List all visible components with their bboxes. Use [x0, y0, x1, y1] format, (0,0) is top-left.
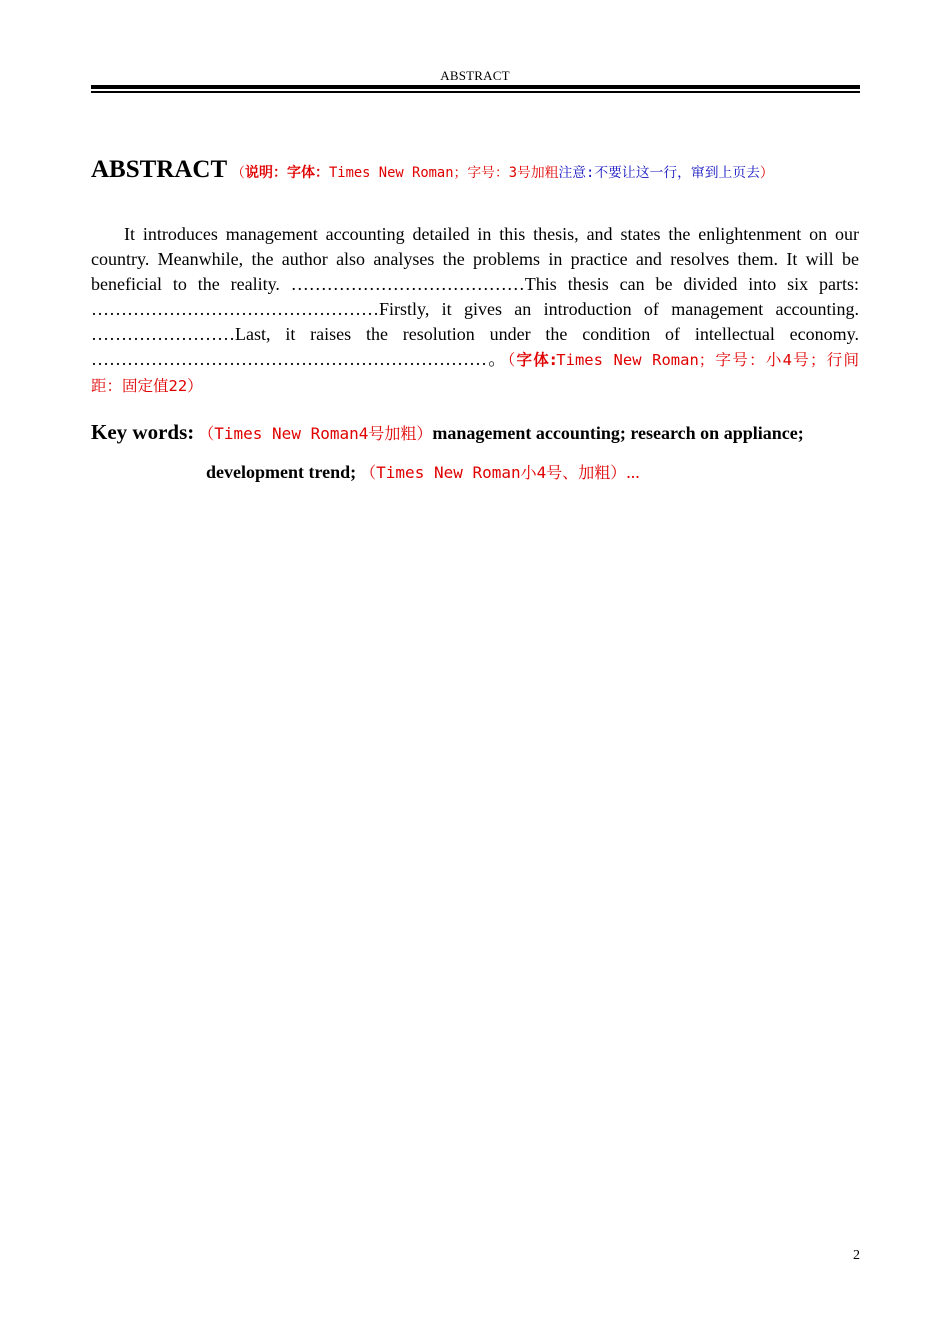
abstract-note-bold: 字体: — [516, 351, 557, 369]
abstract-note-open: （ — [507, 351, 517, 369]
keywords-terms-note: （Times New Roman小4号、加粗） — [360, 463, 627, 482]
title-note-format: Times New Roman；字号：3号加粗 — [328, 165, 559, 181]
keywords-line-1 — [91, 420, 871, 445]
keywords-terms-1: management accounting; research on appliance; — [432, 423, 804, 443]
abstract-heading: ABSTRACT — [91, 156, 228, 183]
header-rule-thick — [91, 85, 860, 89]
abstract-body-paragraph — [91, 222, 859, 399]
keywords-label: Key words: — [91, 420, 195, 444]
keywords-line-2 — [206, 460, 866, 483]
abstract-note-format: Times New Roman；字号：小4号；行间距：固定值22） — [91, 351, 859, 395]
title-note-warning: 注意:不要让这一行，窜到上页去 — [558, 165, 760, 181]
keywords-label-note: （Times New Roman4号加粗） — [198, 424, 433, 443]
page-number: 2 — [853, 1248, 860, 1263]
abstract-body-text: It introduces management accounting detailed in this thesis, and states the enlightenment on our country. Meanwhile, the author also analyses the problems in practice and resolves them. It will be beneficial to the reality. …………………………………This thesis can be divided into six parts: …………………………………………Firstly, it gives an introduction of management accounting. ……………………Last, it raises the resolution under the condition of intellectual economy. …………………………………………………………。 — [91, 224, 859, 369]
keywords-terms-2: development trend; — [206, 462, 357, 482]
title-note-bold: 说明：字体： — [244, 165, 329, 181]
title-note-close: ） — [759, 165, 774, 181]
header-rule-thin — [91, 91, 860, 93]
title-note-open: （ — [231, 165, 245, 181]
keywords-ellipsis: ... — [626, 462, 640, 482]
running-header-title: ABSTRACT — [440, 68, 510, 83]
abstract-title-line — [91, 156, 871, 184]
